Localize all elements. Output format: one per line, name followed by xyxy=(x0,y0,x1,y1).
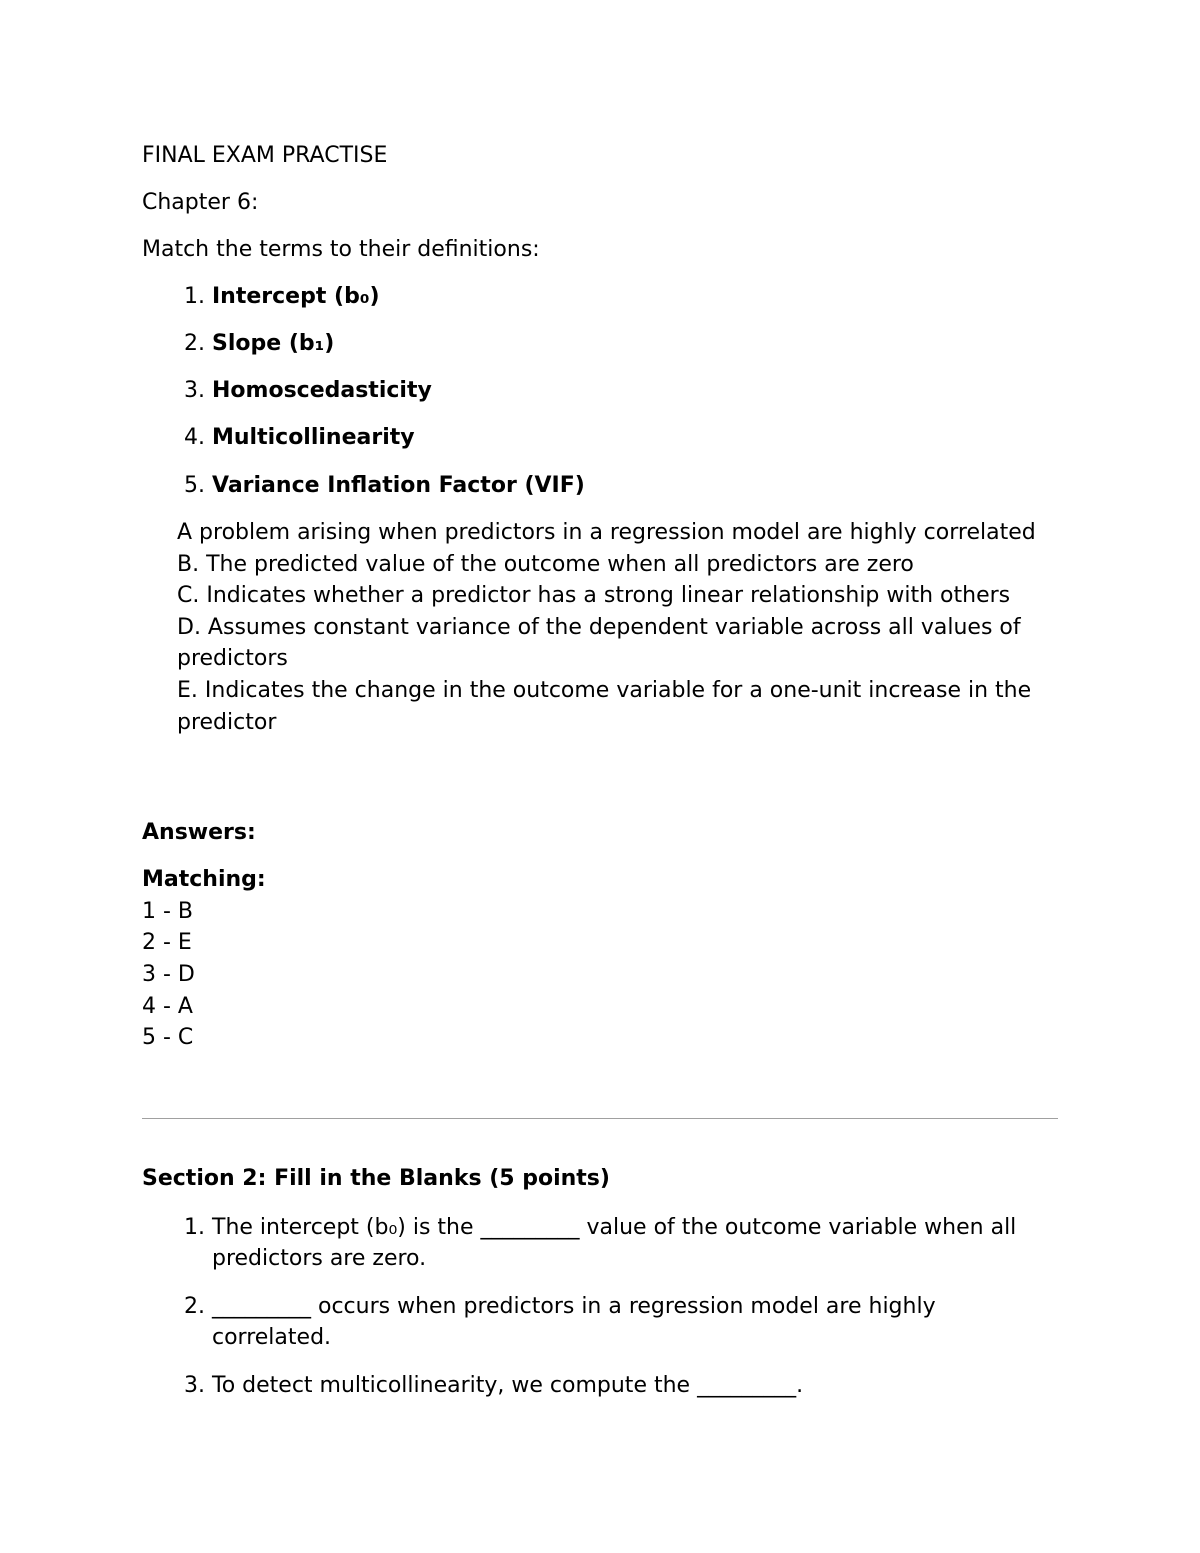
definition-item: A problem arising when predictors in a regression model are highly correlated xyxy=(177,520,1036,545)
document-title: FINAL EXAM PRACTISE xyxy=(142,143,388,168)
term-label: Multicollinearity xyxy=(212,425,415,450)
term-label: Homoscedasticity xyxy=(212,378,432,403)
term-number: 5. xyxy=(184,473,205,498)
matching-answer: 1 - B xyxy=(142,899,194,924)
fill-blank-number: 3. xyxy=(184,1373,205,1398)
fill-blank-number: 1. xyxy=(184,1215,205,1240)
term-number: 1. xyxy=(184,284,205,309)
definition-item: C. Indicates whether a predictor has a strong linear relationship with others xyxy=(177,583,1011,609)
matching-answer: 3 - D xyxy=(142,962,195,987)
chapter-heading: Chapter 6: xyxy=(142,190,259,215)
horizontal-divider xyxy=(142,1118,1058,1119)
section2-heading: Section 2: Fill in the Blanks (5 points) xyxy=(142,1166,610,1191)
matching-heading: Matching: xyxy=(142,867,266,892)
matching-instruction: Match the terms to their definitions: xyxy=(142,237,540,262)
fill-blank-text: The intercept (b₀) is the _________ value of the outcome variable when all predictors are zero. xyxy=(212,1215,1017,1271)
definition-item: E. Indicates the change in the outcome variable for a one-unit increase in the predictor xyxy=(177,677,1032,735)
term-label: Intercept (b₀) xyxy=(212,284,380,309)
term-number: 4. xyxy=(184,425,205,450)
term-label: Variance Inflation Factor (VIF) xyxy=(212,473,585,498)
term-number: 2. xyxy=(184,331,205,356)
term-number: 3. xyxy=(184,378,205,403)
definition-item: B. The predicted value of the outcome when all predictors are zero xyxy=(177,551,914,577)
matching-answer: 5 - C xyxy=(142,1025,194,1050)
definitions-list xyxy=(177,517,1067,738)
definition-item: D. Assumes constant variance of the dependent variable across all values of predictors xyxy=(177,614,1021,672)
matching-answer: 2 - E xyxy=(142,930,192,955)
term-label: Slope (b₁) xyxy=(212,331,335,356)
fill-blank-text: _________ occurs when predictors in a regression model are highly correlated. xyxy=(212,1294,936,1350)
fill-blank-number: 2. xyxy=(184,1294,205,1319)
matching-answer: 4 - A xyxy=(142,994,193,1019)
answers-heading: Answers: xyxy=(142,820,256,845)
fill-blank-text: To detect multicollinearity, we compute the _________. xyxy=(212,1373,804,1398)
